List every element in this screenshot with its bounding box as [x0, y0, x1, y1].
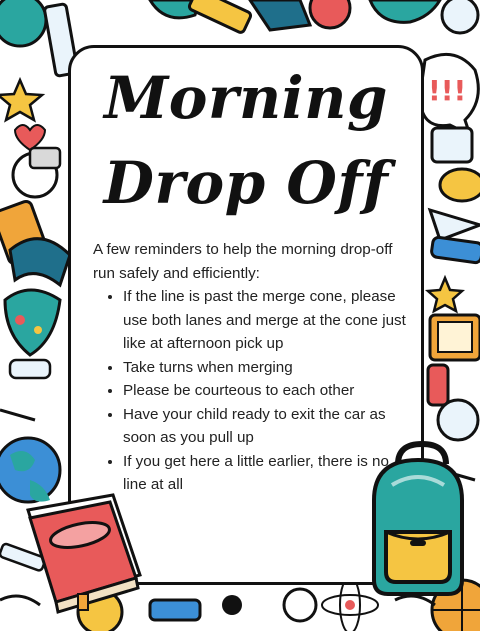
intro-text: A few reminders to help the morning drop-off run safely and efficiently: [93, 241, 393, 282]
list-item: • Please be courteous to each other [123, 379, 413, 403]
list-item: • Have your child ready to exit the car as soon as you pull up [123, 403, 413, 450]
list-item: • If you get here a little earlier, there is no line at all [123, 450, 413, 497]
book-icon [18, 490, 148, 615]
backpack-icon [362, 440, 474, 600]
title-line-2: Drop Off [103, 149, 389, 217]
svg-text:!!!: !!! [428, 74, 467, 107]
list-item: • If the line is past the merge cone, please use both lanes and merge at the cone just like at afternoon pick up [123, 285, 413, 356]
list-item: • Take turns when merging [123, 356, 413, 380]
title-line-1: Morning [104, 64, 388, 132]
